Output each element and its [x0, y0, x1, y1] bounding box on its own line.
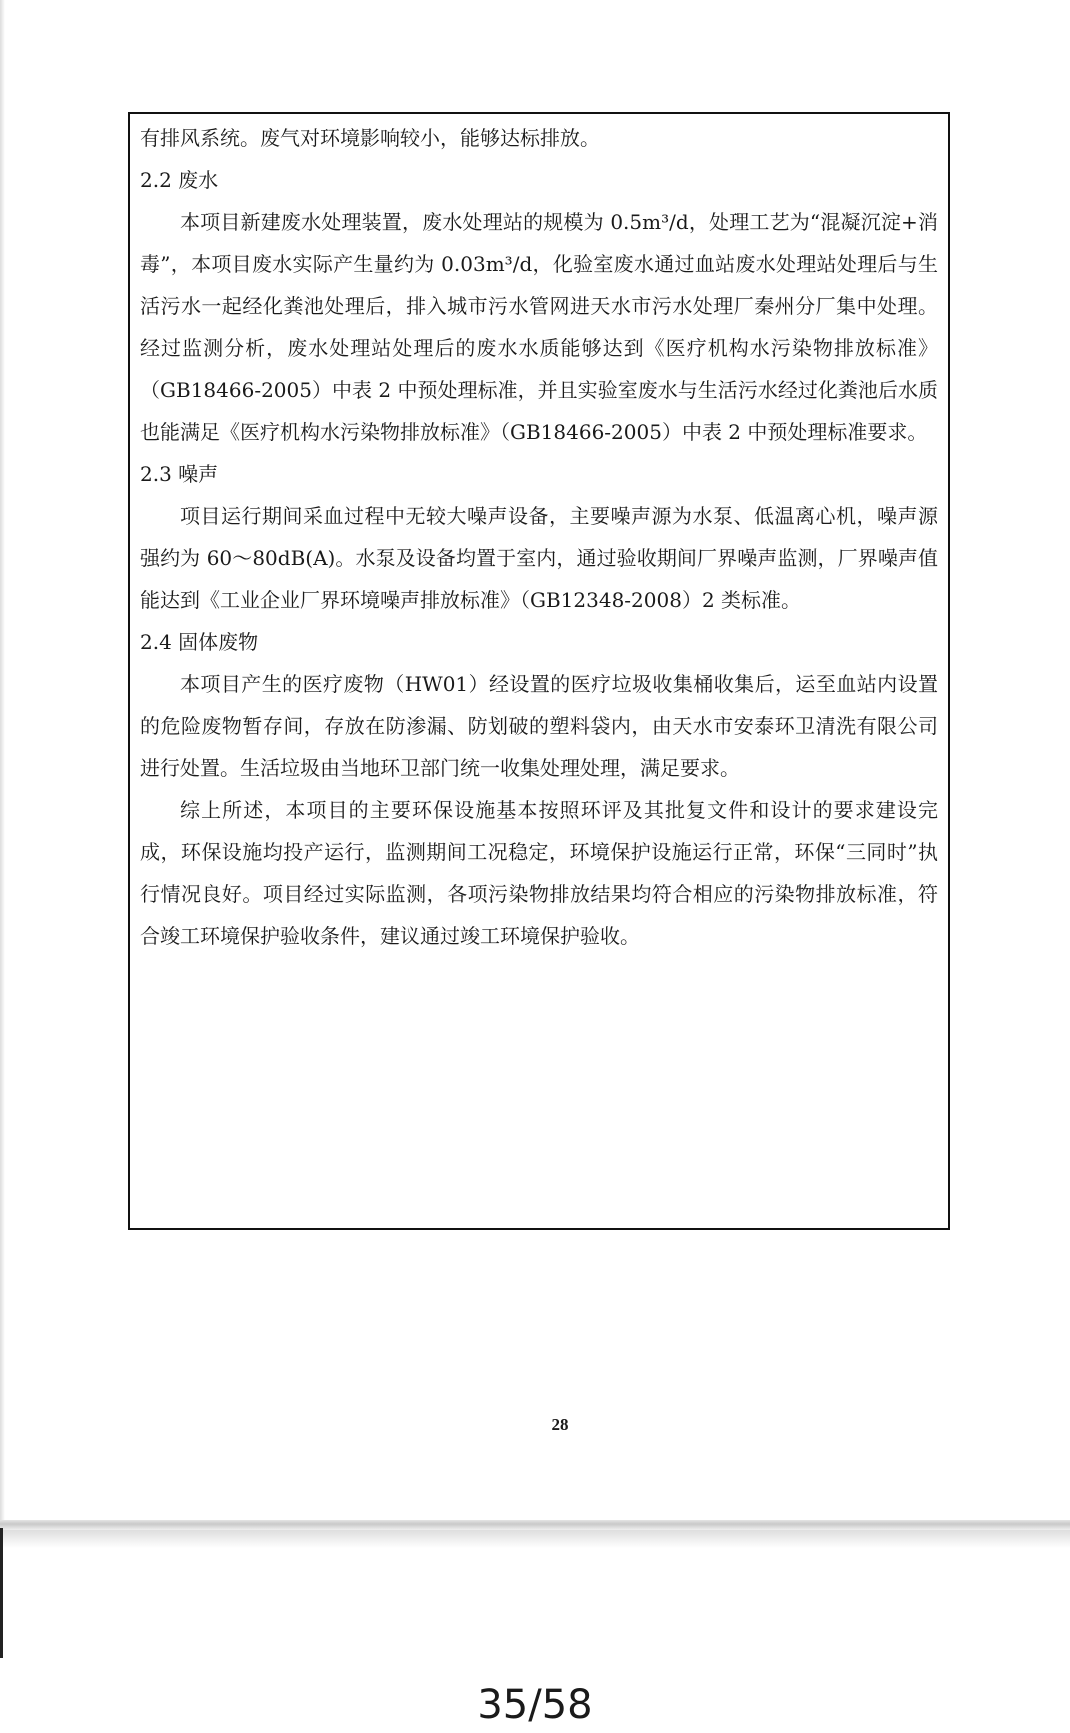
document-body: [140, 117, 938, 957]
paragraph-solid-waste: 本项目产生的医疗废物（HW01）经设置的医疗垃圾收集桶收集后，运至血站内设置的危险废物暂存间，存放在防渗漏、防划破的塑料袋内，由天水市安泰环卫清洗有限公司进行处置。生活垃圾由当地环卫部门统一收集处理处理，满足要求。: [140, 672, 938, 780]
page-number: 28: [551, 1415, 569, 1434]
paragraph-noise: 项目运行期间采血过程中无较大噪声设备，主要噪声源为水泵、低温离心机，噪声源强约为 60～80dB(A)。水泵及设备均置于室内，通过验收期间厂界噪声监测，厂界噪声值能达到《工业企业厂界环境噪声排放标准》（GB12348-2008）2 类标准。: [140, 504, 938, 612]
section-heading-wastewater: 2.2 废水: [140, 168, 219, 192]
viewer-left-bar: [0, 1528, 3, 1658]
paragraph-summary: 综上所述，本项目的主要环保设施基本按照环评及其批复文件和设计的要求建设完成，环保设施均投产运行，监测期间工况稳定，环境保护设施运行正常，环保“三同时”执行情况良好。项目经过实际监测，各项污染物排放结果均符合相应的污染物排放标准，符合竣工环境保护验收条件，建议通过竣工环境保护验收。: [140, 798, 938, 948]
section-heading-noise: 2.3 噪声: [140, 462, 219, 486]
document-frame: [128, 112, 950, 1230]
section-heading-solid-waste: 2.4 固体废物: [140, 630, 259, 654]
paragraph-air-conclusion: 有排风系统。废气对环境影响较小，能够达标排放。: [140, 126, 600, 150]
viewer-page-counter: 35/58: [477, 1682, 593, 1728]
page-bottom-edge: [0, 1520, 1070, 1530]
page-left-edge: [0, 0, 5, 1520]
paragraph-wastewater: 本项目新建废水处理装置，废水处理站的规模为 0.5m³/d，处理工艺为“混凝沉淀+消毒”，本项目废水实际产生量约为 0.03m³/d，化验室废水通过血站废水处理站处理后与生活污水一起经化粪池处理后，排入城市污水管网进天水市污水处理厂秦州分厂集中处理。经过监测分析，废水处理站处理后的废水水质能够达到《医疗机构水污染物排放标准》（GB18466-2005）中表 2 中预处理标准，并且实验室废水与生活污水经过化粪池后水质也能满足《医疗机构水污染物排放标准》（GB18466-2005）中表 2 中预处理标准要求。: [140, 210, 938, 444]
page-bottom-shadow: [0, 1530, 1070, 1548]
